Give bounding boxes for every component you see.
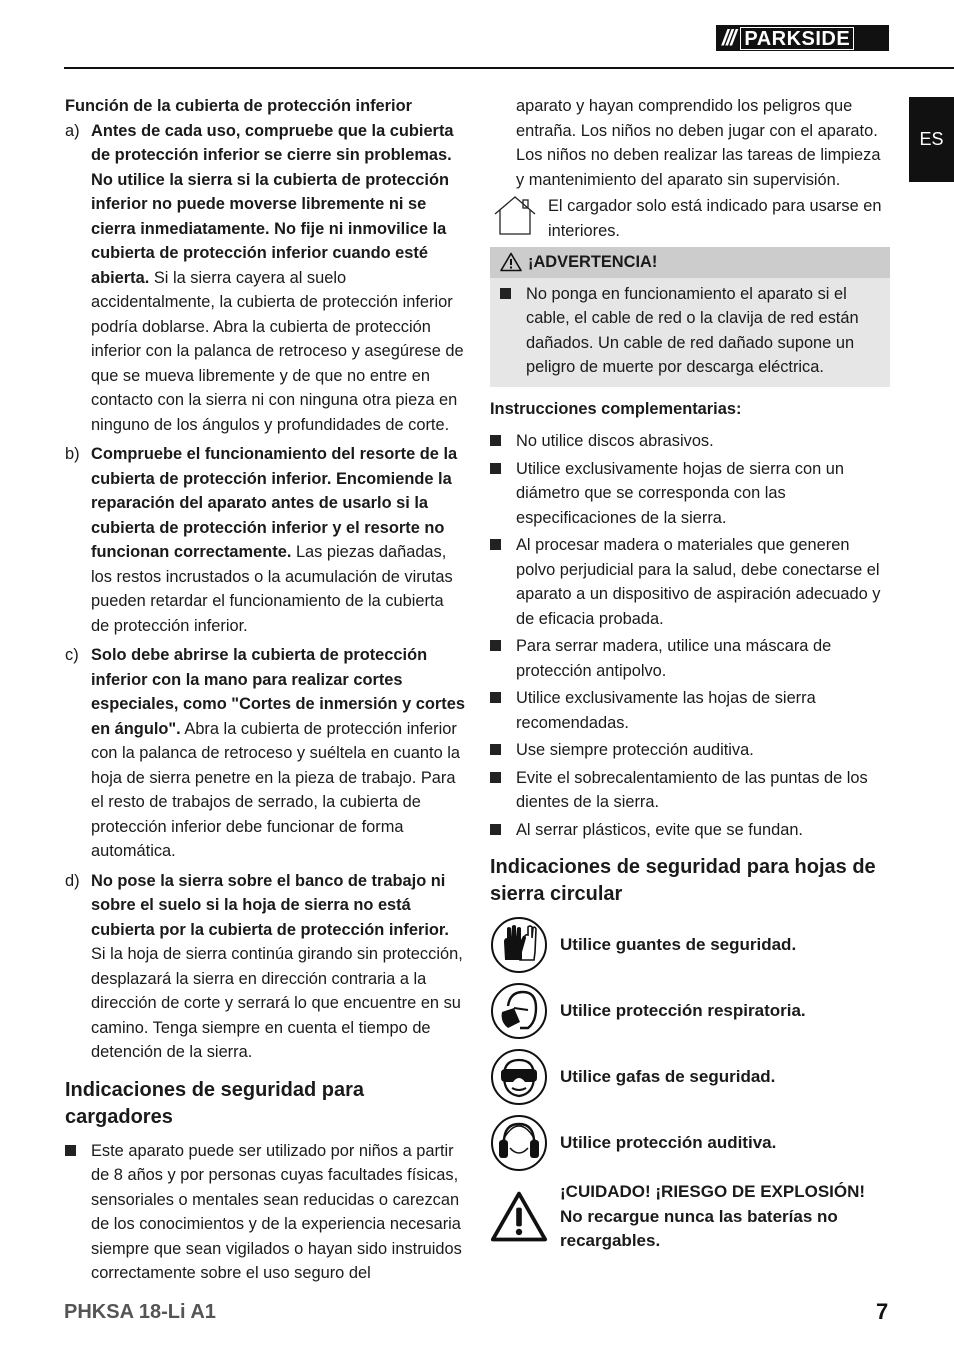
list-item [490,634,890,683]
list-item [65,869,465,1065]
list-item [65,442,465,638]
symbol-row-respirator [490,982,890,1040]
item-text: Si la hoja de sierra continúa girando sin protección, desplazará la sierra en dirección contraria a la dirección de corte y serrará lo que encuentre en su camino. Tenga siempre en cuenta el tiempo de detención de la sierra. [91,945,463,1061]
bullet-text: Para serrar madera, utilice una máscara de protección antipolvo. [516,637,832,680]
charger-continuation: aparato y hayan comprendido los peligros que entraña. Los niños no deben jugar con el aparato. Los niños no deben realizar las tareas de limpieza y mantenimiento del aparato sin supervisión. [516,97,881,189]
list-item [65,119,465,438]
gloves-icon [490,916,548,974]
list-item [490,766,890,815]
item-label: b) [65,445,80,463]
bullet-square [490,772,501,783]
list-item [500,282,880,380]
left-column [65,94,465,1289]
bullet-square [490,824,501,835]
symbol-row-goggles [490,1048,890,1106]
bullet-square [490,463,501,474]
logo-stripes: /// [722,25,735,50]
language-tab: ES [909,97,954,182]
warning-box [490,247,890,387]
symbol-row-ear-protection [490,1114,890,1172]
list-item [490,818,890,843]
item-text: Las piezas dañadas, los restos incrustados o la acumulación de virutas pueden retardar el funcionamiento de la cubierta de protección inferior. [91,543,453,635]
symbol-text: Utilice guantes de seguridad. [560,934,797,954]
bullet-text: Al procesar madera o materiales que generen polvo perjudicial para la salud, debe conectarse el aparato a un dispositivo de aspiración adecuado y de eficacia probada. [516,536,881,628]
item-text: Si la sierra cayera al suelo accidentalmente, la cubierta de protección inferior podría doblarse. Abra la cubierta de protección inferior con la palanca de retroceso y asegúrese de que se mueva libremente y de que no entre en contacto con la sierra ni con ninguna otra pieza en ninguno de los ángulos y profundidades de corte. [91,268,464,434]
bullet-square [65,1145,76,1156]
indoor-use-note [490,194,890,243]
warning-header [490,247,890,278]
exclamation-triangle-icon [490,1188,548,1246]
item-bold-text: Solo debe abrirse la cubierta de protección inferior con la mano para realizar cortes especiales, como "Cortes de inmersión y cortes en ángulo". [91,646,465,738]
bullet-text: Use siempre protección auditiva. [516,741,754,759]
bullet-text: No utilice discos abrasivos. [516,432,714,450]
bullet-square [490,692,501,703]
list-item [490,429,890,454]
bullet-square [500,288,511,299]
bullet-square [490,539,501,550]
bullet-square [490,435,501,446]
goggles-icon [490,1048,548,1106]
item-text: Abra la cubierta de protección inferior con la palanca de retroceso y suéltela en cuanto la hoja de sierra penetre en la pieza de trabajo. Para el resto de trabajos de serrado, la cubierta de protección inferior debe funcionar de forma automática. [91,719,461,860]
explosion-text: ¡CUIDADO! ¡RIESGO DE EXPLOSIÓN! No recargue nunca las baterías no recargables. [560,1182,866,1250]
house-icon [492,194,538,236]
ear-protection-icon [490,1114,548,1172]
supplementary-list [490,429,890,842]
symbol-row-gloves [490,916,890,974]
supplementary-heading: Instrucciones complementarias: [490,399,742,418]
symbol-text: Utilice gafas de seguridad. [560,1066,776,1086]
bullet-text: Evite el sobrecalentamiento de las puntas de los dientes de la sierra. [516,768,868,811]
list-item [65,643,465,864]
bullet-square [490,744,501,755]
item-bold-text: Antes de cada uso, compruebe que la cubierta de protección inferior se cierre sin problemas. No utilice la sierra si la cubierta de protección inferior no puede moverse libremente ni se cierra inmediatamente. No fije ni inmovilice la cubierta de protección inferior cuando esté abierta. [91,121,454,287]
warning-title: ¡ADVERTENCIA! [528,253,658,271]
bullet-square [490,640,501,651]
explosion-warning [490,1180,890,1254]
charger-section-title: Indicaciones de seguridad para cargadores [65,1078,364,1128]
respirator-icon [490,982,548,1040]
lower-guard-heading: Función de la cubierta de protección inferior [65,97,412,115]
bullet-text: Al serrar plásticos, evite que se fundan. [516,820,803,839]
indoor-use-text: El cargador solo está indicado para usarse en interiores. [548,197,882,240]
bullet-text: Utilice exclusivamente las hojas de sierra recomendadas. [516,689,816,732]
list-item [490,738,890,763]
logo-brand: PARKSIDE [740,27,854,50]
list-item [65,1139,465,1286]
right-column [490,94,890,1262]
list-item [490,457,890,531]
bullet-text: Utilice exclusivamente hojas de sierra con un diámetro que se corresponda con las especificaciones de la sierra. [516,459,844,527]
page-number: 7 [876,1299,889,1324]
warning-text: No ponga en funcionamiento el aparato si el cable, el cable de red o la clavija de red están dañados. Un cable de red dañado supone un peligro de muerte por descarga eléctrica. [526,284,859,376]
item-label: c) [65,646,79,664]
header-rule [64,67,954,69]
blade-section-title: Indicaciones de seguridad para hojas de sierra circular [490,856,876,905]
symbol-text: Utilice protección auditiva. [560,1132,777,1152]
warning-triangle-icon [500,252,522,272]
bullet-text: Este aparato puede ser utilizado por niños a partir de 8 años y por personas cuyas facultades físicas, sensoriales o mentales sean reducidas o carezcan de los conocimientos y de la experiencia necesaria siempre que sean vigilados o hayan sido instruidos correctamente sobre el uso seguro del [91,1141,462,1282]
parkside-logo [716,25,889,51]
item-label: d) [65,871,80,890]
item-bold-text: Compruebe el funcionamiento del resorte de la cubierta de protección inferior. Encomiende la reparación del aparato antes de usarlo si la cubierta de protección inferior y el resorte no funcionan correctamente. [91,445,458,561]
symbol-text: Utilice protección respiratoria. [560,1000,806,1020]
model-number: PHKSA 18-Li A1 [64,1301,216,1323]
item-label: a) [65,121,80,140]
list-item [490,533,890,631]
list-item [490,686,890,735]
item-bold-text: No pose la sierra sobre el banco de trabajo ni sobre el suelo si la hoja de sierra no está cubierta por la cubierta de protección inferior. [91,871,449,939]
